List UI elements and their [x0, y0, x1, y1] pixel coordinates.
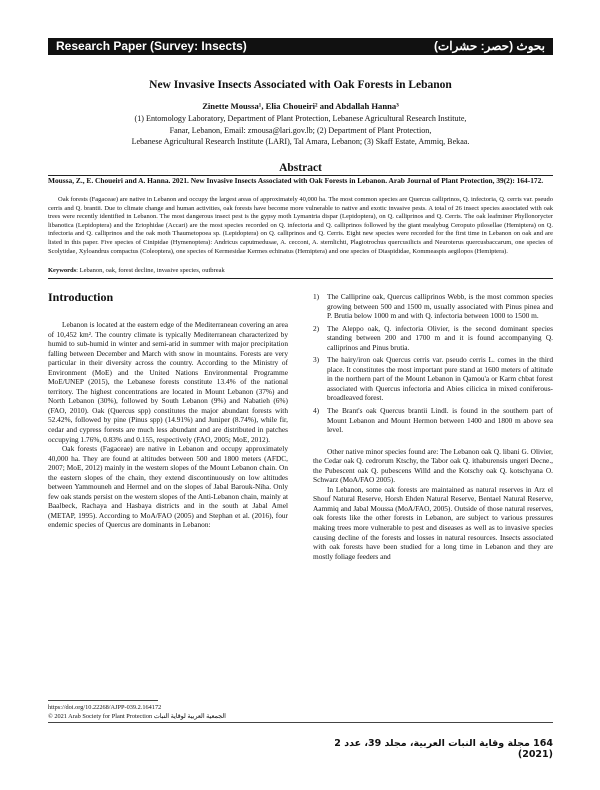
right-column [313, 292, 553, 561]
affiliation-line: Fanar, Lebanon, Email: zmousa@lari.gov.lb; (2) Department of Plant Protection, [169, 125, 432, 135]
doi-link[interactable]: https://doi.org/10.22268/AJPP-039.2.164172 [48, 704, 162, 711]
list-item [313, 355, 553, 403]
affiliation-line: Lebanese Agricultural Research Institute (LARI), Tal Amara, Lebanon; (3) Skaff Estate, Ammiq, Bekaa. [131, 137, 470, 147]
list-number: 2) [313, 323, 320, 333]
list-text: The Calliprine oak, Quercus calliprinos Webb, is the most common species growing between 500 and 1500 m, usually associated with Pinus pinea and P. Brutia below 1000 m and with Q. infectoria between 1000 to 1500 m. [327, 292, 553, 321]
keywords-label: Keywords [48, 267, 77, 274]
paper-authors: Zinette Moussa¹, Elia Choueiri² and Abdallah Hanna³ [202, 101, 399, 111]
body-paragraph: Lebanon is located at the eastern edge of the Mediterranean covering an area of 10,452 km². The country climate is typically Mediterranean characterized by humid to sub-humid in winter and semi-arid in summer with major precipitation falling between December and March with snow in mountains. Forests are very particular in their diversity across the country. According to the Ministry of Environment (MoE) and the United Nations Environmental Programme MoE/UNEP (2015), the Lebanese forests constitute 13.4% of the national territory. The highest concentrations are located in Mount Lebanon (37%) and North Lebanon (30%), followed by South Lebanon (9%) and Nabatieh (6%) (FAO, 2010). Oak (Quercus spp) constitutes the major abundant forests with 52.42%, followed by pine (Pinus spp) (14.91%) and Juniper (8.74%), while fir, cedar and cypress forests are much less abundant and are distributed in patches occupying 1.76%, 0.83% and 0.155, respectively (FAO, 2005; MoE, 2012). [48, 320, 288, 444]
body-paragraph: In Lebanon, some oak forests are maintained as natural reserves in Arz el Shouf Natural Reserve, Horsh Ehden Natural Reserve, Bentael Natural Reserve, Aammiq and Jabal Moussa (MoA/FAO, 2005). Outside of those natural reserves, oak forests like the other forests in Lebanon, are subject to various pressures making trees more vulnerable to pest and diseases as well as to invasive species causing decline of the forests and losses in natural resources. Insects associated with oak forests have been studied for a long time in Lebanon and they are mostly foliage feeders and [313, 484, 553, 561]
list-item [313, 292, 553, 321]
abstract-citation: Moussa, Z., E. Choueiri and A. Hanna. 2021. New Invasive Insects Associated with Oak Forests in Lebanon. Arab Journal of Plant Protection, 39(2): 164-172. [48, 176, 544, 185]
section-banner [48, 38, 553, 55]
keywords-line [48, 267, 553, 276]
body-paragraph: Oak forests (Fagaceae) are native in Lebanon and occupy approximately 40,000 ha. They are found at altitudes between 500 and 1800 meters (AFDC, 2007; MoE, 2012) mainly in the western slopes of the Mount Lebanon chain. On the eastern slopes of the chain, they extend discontinuously on low altitudes between Yammouneh and Hermel and on the slopes of Jabal Barouk-Niha. Only few oak stands persist on the western slopes of the Anti-Lebanon chain, mainly at Baalbeck, Rachaya and Hasbaya districts and in the south at Jabal Amel (METAP, 1995). According to MoA/FAO (2005) and Stephan et al. (2016), four endemic species of Quercus are dominants in Lebanon: [48, 444, 288, 530]
copyright-notice: © 2021 Arab Society for Plant Protection الجمعية العربية لوقاية النبات [48, 713, 226, 720]
list-text: The Brant's oak Quercus brantii Lindl. is found in the southern part of Mount Lebanon and Mount Hermon between 1400 and 1800 m above sea level. [327, 406, 553, 435]
list-number: 1) [313, 292, 320, 301]
body-paragraph: Other native minor species found are: The Lebanon oak Q. libani G. Olivier, the Cedar oak Q. cedrorum Ktschy, the Tabor oak Q. ithaburensis ungeri Decne., the Pubescent oak Q. pubescens Willd and the Kotschy oak Q. kotschyana O. Schwarz (MoA/FAO 2005). [313, 446, 553, 485]
abstract-body: Oak forests (Fagaceae) are native in Lebanon and occupy the largest areas of approximately 40,000 ha. The most common species are Quercus calliprinos, Q. infectoria, Q. cerris var. pseudo cerris and Q. brantii. Due to climate change and human activities, oak forests have become more vulnerable to native and exotic invasive pests. A total of 26 insect species associated with oak trees were recently identified in Lebanon. The most dangerous insect pest is the gypsy moth Lymantria dispar (Lepidoptera), on Q. calliprinos and Q. Cerris. The oak leafminer Phyllonorycter libanotica (Lepidoptera) and the Eriophidae (Accari) are the most species recorded on Q. infectoria and Q. calliprinos followed by the giant mealybug Ceroputo pilosellae (Hemiptera) on Q. infectoria and Q. calliprinos and the oak moth Thaumetopoea sp. (Lepidoptera) on Q. calliprinos and Q. Cerris. Eight new species were recorded for the first time in Lebanon on oak and are listed in this paper. Five species of Cinipidae (Hymenoptera): Andricus caputmedusae, A. cecconi, A. sternlichti, Plagiotrochus quercusilicis and Neuroterus quercusbaccarum, one species of Scolytidae, Xyloandrus compactus (Coleoptera), one species of Kermesidae Kermes echinatus (Hemiptera) and one species of Diaspididae, Kommeaspis aegilopos (Hemiptera). [48, 196, 553, 255]
author-affiliations [48, 113, 553, 148]
keywords-text: : Lebanon, oak, forest decline, invasive species, outbreak [76, 267, 225, 274]
list-item [313, 406, 553, 435]
list-number: 4) [313, 406, 320, 416]
page-bottom-divider [48, 722, 553, 723]
footnote-divider [48, 700, 158, 701]
affiliation-line: (1) Entomology Laboratory, Department of Plant Protection, Lebanese Agricultural Research Institute, [134, 114, 467, 123]
banner-label-arabic: بحوث (حصر: حشرات) [433, 39, 545, 53]
abstract-heading: Abstract [279, 162, 322, 174]
list-text: The hairy/iron oak Quercus cerris var. pseudo cerris L. comes in the third place. It constitutes the most important pure stand at 1600 meters of altitude in the northern part of the Mount Lebanon in Qamou'a or Karm chbat forest associated with Quercus infectoria and Abies cilicica in mixed coniferous-broadleaved forest. [327, 355, 553, 403]
left-column [48, 320, 288, 530]
banner-label-english: Research Paper (Survey: Insects) [56, 39, 247, 53]
list-item [313, 324, 553, 353]
list-text: The Aleppo oak, Q. infectoria Olivier, is the second dominant species standing between 200 and 1700 m and it is found accompanying Q. calliprinos and Pinus brutia. [327, 323, 553, 352]
journal-footer: 164 مجلة وقاية النبات العربية، مجلد 39، عدد 2 (2021) [334, 738, 553, 760]
paper-title: New Invasive Insects Associated with Oak Forests in Lebanon [149, 79, 452, 91]
introduction-heading: Introduction [48, 290, 114, 304]
list-number: 3) [313, 355, 320, 365]
footnote [48, 703, 226, 721]
abstract-bottom-divider [48, 278, 553, 279]
